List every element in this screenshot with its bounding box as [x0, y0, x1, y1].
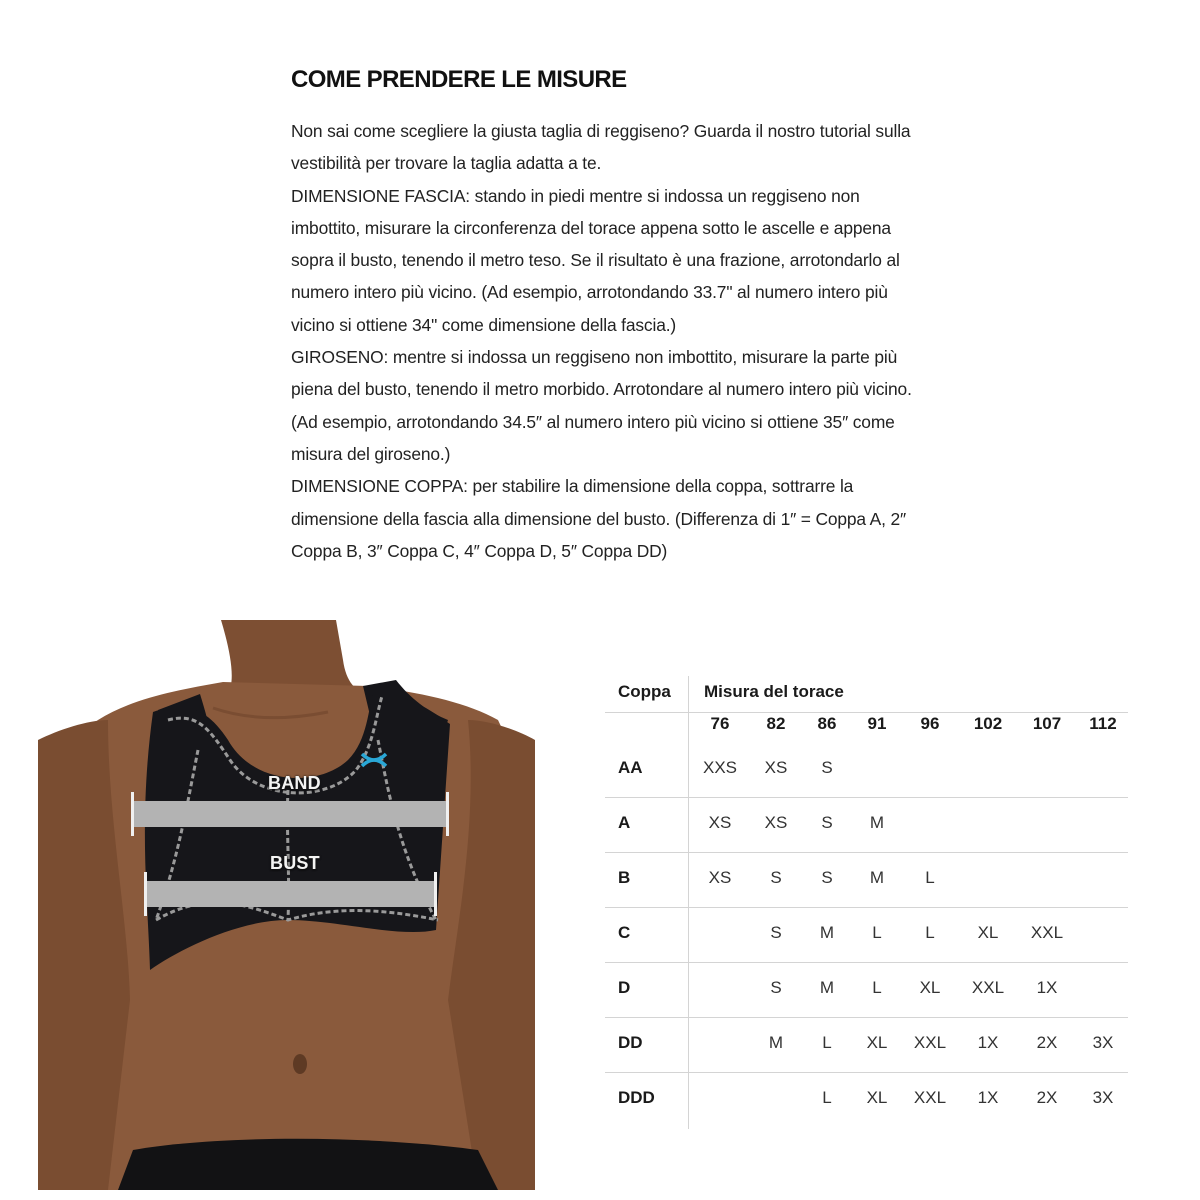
- bust-size-header: 76: [710, 714, 730, 733]
- model-leggings: [118, 1139, 498, 1190]
- size-cell: S: [770, 923, 782, 942]
- bust-size-header: 91: [867, 714, 887, 733]
- model-navel: [293, 1054, 307, 1074]
- table-row: [605, 850, 1128, 905]
- cup-label: B: [618, 868, 631, 887]
- intro-paragraph: Non sai come scegliere la giusta taglia di reggiseno? Guarda il nostro tutorial sulla vestibilità per trovare la taglia adatta a te.: [291, 121, 911, 174]
- band-label: BAND: [268, 773, 321, 793]
- size-cell: XS: [764, 813, 788, 832]
- size-cell: XXL: [971, 978, 1005, 997]
- size-cell: L: [872, 923, 882, 942]
- size-cell: XXS: [702, 758, 738, 777]
- size-cell: S: [821, 758, 833, 777]
- size-cell: 2X: [1036, 1088, 1058, 1107]
- bust-size-paragraph: GIROSENO: mentre si indossa un reggiseno non imbottito, misurare la parte più piena del busto, tenendo il metro morbido. Arrotondare al numero intero più vicino. (Ad esempio, arrotondando 34.5″ al numero intero più vicino si ottiene 35″ come misura del giroseno.): [291, 347, 912, 464]
- table-row: [605, 1015, 1128, 1070]
- size-cell: 3X: [1092, 1033, 1114, 1052]
- page-title: COME PRENDERE LE MISURE: [291, 66, 627, 93]
- size-cell: 1X: [977, 1088, 999, 1107]
- size-cell: 3X: [1092, 1088, 1114, 1107]
- size-cell: M: [819, 978, 835, 997]
- cup-label: DD: [618, 1033, 643, 1052]
- header-divider: [605, 712, 1128, 713]
- size-cell: M: [869, 813, 885, 832]
- cup-label: D: [618, 978, 631, 997]
- size-cell: S: [821, 868, 833, 887]
- bust-size-header: 86: [817, 714, 837, 733]
- cup-column-header: Coppa: [618, 682, 671, 701]
- size-table: [605, 676, 1128, 1129]
- size-cell: L: [925, 923, 935, 942]
- size-cell: S: [770, 978, 782, 997]
- size-cell: S: [770, 868, 782, 887]
- size-cell: M: [869, 868, 885, 887]
- size-cell: M: [819, 923, 835, 942]
- bust-size-header: 82: [766, 714, 786, 733]
- size-cell: XL: [919, 978, 941, 997]
- size-cell: S: [821, 813, 833, 832]
- size-cell: XXL: [1030, 923, 1064, 942]
- cup-label: AA: [618, 758, 643, 777]
- bust-size-header: 102: [973, 714, 1003, 733]
- cup-label: A: [618, 813, 631, 832]
- size-cell: 1X: [977, 1033, 999, 1052]
- bust-size-header: 112: [1089, 714, 1117, 733]
- size-cell: XS: [708, 868, 732, 887]
- table-row: [605, 740, 1128, 795]
- cup-label: C: [618, 923, 631, 942]
- size-cell: XXL: [913, 1033, 947, 1052]
- bust-size-header: 107: [1032, 714, 1062, 733]
- model-photo: [38, 620, 535, 1190]
- measuring-instructions: [291, 115, 931, 567]
- table-row: [605, 795, 1128, 850]
- size-cell: XXL: [913, 1088, 947, 1107]
- table-row: [605, 905, 1128, 960]
- table-row: [605, 960, 1128, 1015]
- size-cell: 2X: [1036, 1033, 1058, 1052]
- size-cell: XL: [866, 1033, 888, 1052]
- size-cell: 1X: [1036, 978, 1058, 997]
- size-cell: L: [822, 1033, 832, 1052]
- size-cell: L: [872, 978, 882, 997]
- bust-label: BUST: [270, 853, 320, 873]
- size-cell: M: [768, 1033, 784, 1052]
- size-cell: XS: [764, 758, 788, 777]
- bust-size-header: 96: [920, 714, 940, 733]
- chest-measure-header: Misura del torace: [704, 682, 844, 701]
- model-illustration: [38, 620, 535, 1190]
- size-cell: L: [822, 1088, 832, 1107]
- size-cell: XL: [866, 1088, 888, 1107]
- cup-size-paragraph: DIMENSIONE COPPA: per stabilire la dimensione della coppa, sottrarre la dimensione della fascia alla dimensione del busto. (Differenza di 1″ = Coppa A, 2″ Coppa B, 3″ Coppa C, 4″ Coppa D, 5″ Coppa DD): [291, 476, 907, 561]
- size-cell: XL: [977, 923, 999, 942]
- table-row: [605, 1070, 1128, 1125]
- band-size-paragraph: DIMENSIONE FASCIA: stando in piedi mentre si indossa un reggiseno non imbottito, misurare la circonferenza del torace appena sotto le ascelle e appena sopra il busto, tenendo il metro teso. Se il risultato è una frazione, arrotondarlo al numero intero più vicino. (Ad esempio, arrotondando 33.7" al numero intero più vicino si ottiene 34" come dimensione della fascia.): [291, 185, 900, 335]
- cup-label: DDD: [618, 1088, 655, 1107]
- size-cell: L: [925, 868, 935, 887]
- size-cell: XS: [708, 813, 732, 832]
